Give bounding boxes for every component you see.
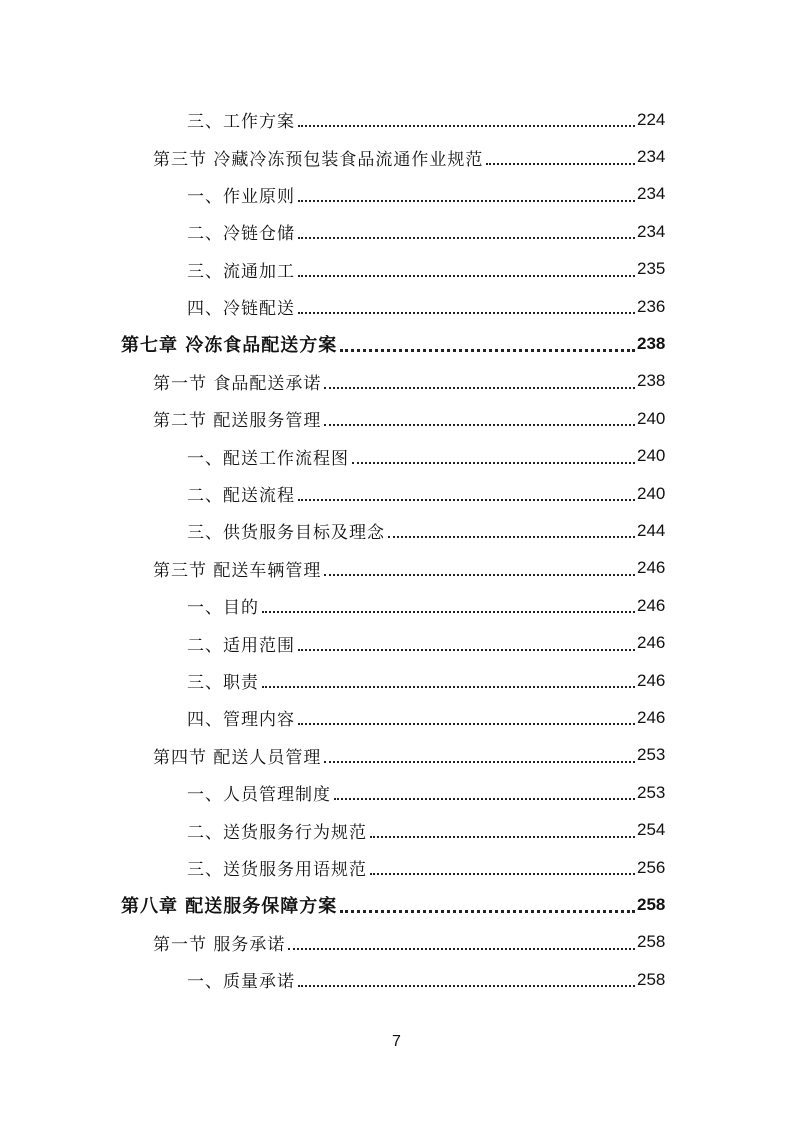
dot-leader [298, 722, 635, 725]
dot-leader [298, 199, 635, 202]
toc-entry-page-number: 240 [637, 483, 666, 503]
toc-entry-title: 一、目的 [187, 598, 259, 619]
toc-entry[interactable] [0, 587, 793, 624]
toc-entry-page-number: 258 [637, 932, 666, 952]
toc-entry-title: 第八章 配送服务保障方案 [121, 895, 338, 917]
toc-entry-page-number: 253 [637, 745, 666, 765]
toc-entry-title: 第三节 配送车辆管理 [153, 560, 322, 581]
toc-entry[interactable] [0, 624, 793, 661]
dot-leader [298, 498, 635, 501]
toc-entry[interactable] [0, 662, 793, 699]
toc-entry-page-number: 238 [637, 334, 666, 354]
toc-entry-title: 第二节 配送服务管理 [153, 411, 322, 432]
toc-entry[interactable] [0, 101, 793, 138]
toc-entry[interactable] [0, 400, 793, 437]
toc-entry-page-number: 253 [637, 782, 666, 802]
toc-entry[interactable] [0, 737, 793, 774]
toc-entry-page-number: 258 [637, 969, 666, 989]
toc-entry[interactable] [0, 176, 793, 213]
toc-entry-page-number: 238 [637, 371, 666, 391]
toc-entry-title: 二、配送流程 [187, 486, 295, 507]
toc-entry-title: 第三节 冷藏冷冻预包装食品流通作业规范 [153, 149, 484, 170]
toc-entry-title: 一、人员管理制度 [187, 785, 331, 806]
toc-entry-title: 第七章 冷冻食品配送方案 [121, 335, 338, 357]
dot-leader [298, 124, 635, 127]
toc-entry-title: 三、送货服务用语规范 [187, 860, 367, 880]
toc-entry-title: 一、质量承诺 [187, 972, 295, 993]
toc-entry-page-number: 234 [637, 221, 666, 241]
toc-entry[interactable] [0, 138, 793, 175]
toc-entry-page-number: 240 [637, 408, 666, 428]
dot-leader [486, 162, 635, 165]
toc-entry-page-number: 258 [637, 894, 666, 914]
dot-leader [298, 274, 635, 277]
toc-entry-title: 二、适用范围 [187, 635, 295, 656]
toc-entry[interactable] [0, 288, 793, 325]
toc-entry-title: 四、冷链配送 [187, 299, 295, 320]
table-of-contents [0, 101, 793, 998]
dot-leader [388, 535, 635, 538]
dot-leader [324, 573, 635, 576]
dot-leader [298, 648, 635, 651]
toc-entry[interactable] [0, 438, 793, 475]
toc-entry-title: 三、职责 [187, 673, 259, 694]
dot-leader [324, 386, 635, 389]
toc-entry[interactable] [0, 251, 793, 288]
dot-leader [352, 461, 635, 464]
toc-entry-page-number: 246 [637, 707, 666, 727]
toc-entry-title: 四、管理内容 [187, 710, 295, 731]
dot-leader [262, 610, 635, 613]
dot-leader [288, 947, 635, 950]
toc-entry-page-number: 246 [637, 595, 666, 615]
dot-leader [340, 348, 635, 352]
toc-entry-title: 一、作业原则 [187, 186, 295, 207]
dot-leader [324, 423, 635, 426]
toc-entry-page-number: 246 [637, 633, 666, 653]
toc-entry-title: 一、配送工作流程图 [187, 448, 349, 469]
toc-entry[interactable] [0, 774, 793, 811]
toc-entry[interactable] [0, 512, 793, 549]
dot-leader [262, 685, 635, 688]
toc-entry-page-number: 244 [637, 520, 666, 540]
toc-entry-title: 第四节 配送人员管理 [153, 747, 322, 768]
toc-entry[interactable] [0, 550, 793, 587]
toc-entry-page-number: 246 [637, 670, 666, 690]
toc-entry[interactable] [0, 213, 793, 250]
dot-leader [324, 760, 635, 763]
toc-entry-page-number: 254 [637, 820, 666, 840]
toc-entry-page-number: 240 [637, 446, 666, 466]
toc-entry-page-number: 224 [637, 109, 666, 129]
toc-entry-title: 二、冷链仓储 [187, 224, 295, 245]
toc-entry-title: 第一节 服务承诺 [153, 934, 286, 955]
toc-entry[interactable] [0, 475, 793, 512]
page-number: 7 [392, 1033, 401, 1050]
dot-leader [298, 311, 635, 314]
dot-leader [370, 872, 635, 875]
toc-entry[interactable] [0, 699, 793, 736]
toc-entry[interactable] [0, 811, 793, 848]
dot-leader [370, 835, 635, 838]
toc-entry[interactable] [0, 363, 793, 400]
toc-entry-title: 第一节 食品配送承诺 [153, 373, 322, 394]
toc-entry-title: 二、送货服务行为规范 [187, 822, 367, 843]
toc-entry[interactable] [0, 849, 793, 886]
toc-entry-title: 三、流通加工 [187, 261, 295, 282]
toc-entry-page-number: 234 [637, 147, 666, 167]
dot-leader [340, 909, 635, 913]
toc-entry-page-number: 236 [637, 296, 666, 316]
toc-entry[interactable] [0, 924, 793, 961]
dot-leader [298, 984, 635, 987]
toc-entry[interactable] [0, 886, 793, 923]
toc-entry[interactable] [0, 325, 793, 362]
toc-entry[interactable] [0, 961, 793, 998]
dot-leader [334, 797, 635, 800]
toc-entry-page-number: 256 [637, 857, 666, 877]
toc-entry-title: 三、工作方案 [187, 112, 295, 133]
toc-entry-page-number: 234 [637, 184, 666, 204]
dot-leader [298, 236, 635, 239]
toc-entry-page-number: 246 [637, 558, 666, 578]
toc-entry-title: 三、供货服务目标及理念 [187, 523, 385, 544]
toc-entry-page-number: 235 [637, 259, 666, 279]
